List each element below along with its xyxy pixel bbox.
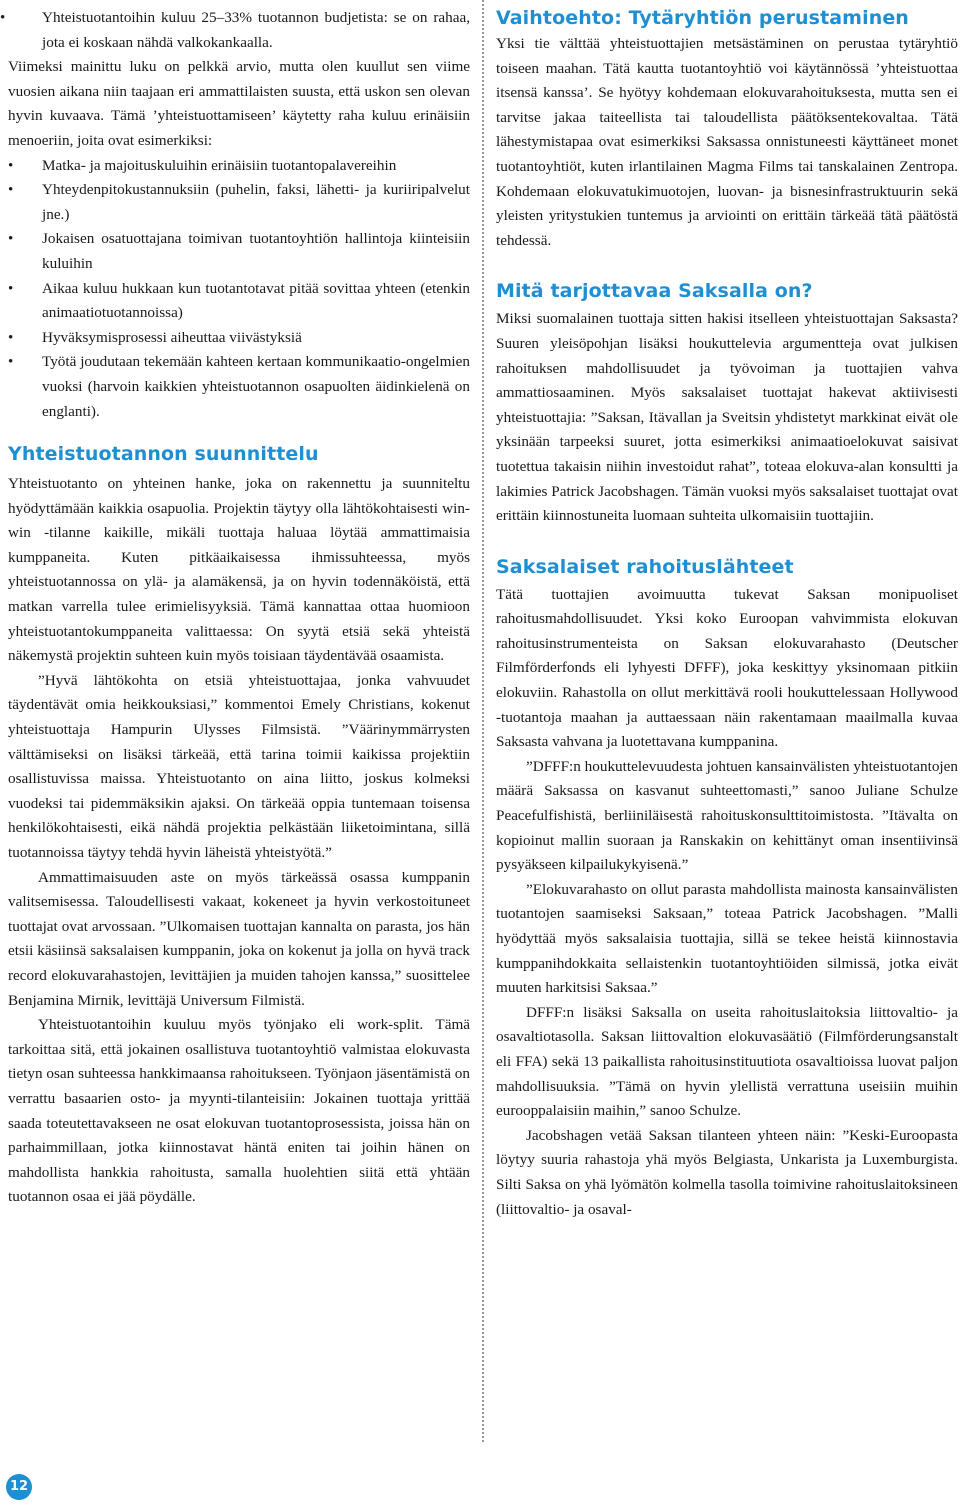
list-item: • Hyväksymisprosessi aiheuttaa viivästyksiä — [8, 326, 470, 351]
paragraph: Yhteistuotantoihin kuuluu myös työnjako eli work-split. Tämä tarkoittaa sitä, että jokainen osallistuva tuotantoyhtiö valmistaa elokuvasta tietyn osan suhteessa hankkimaansa rahoitukseen. Työnjaon jäsentämistä on verrattu basaarien osto- ja myynti-tilanteisiin: Jokainen tuottaja yrittää saada toteutettavakseen ne osat elokuvan tuotantoprosessista, joissa hän on parhaimmillaan, jotka kiinnostavat häntä eniten tai joihin hänen on mahdollista hankkia rahoitusta, samalla huolehtien siitä että yhtään tuotannon osaa ei jää pöydälle. — [8, 1016, 470, 1206]
left-column — [8, 6, 470, 1210]
paragraph: Jacobshagen vetää Saksan tilanteen yhteen näin: ”Keski-Euroopasta löytyy suuria rahastoja yhä myös Belgiasta, Unkarista ja Luxemburgista. Silti Saksa on yhä lyömätön kolmella tasolla toimivine rahoituslaitoksineen (liittovaltio- ja osaval- — [496, 1126, 958, 1218]
intro-list — [0, 6, 470, 55]
heading-subsidiary: Vaihtoehto: Tytäryhtiön perustaminen — [496, 7, 909, 29]
right-column — [496, 6, 958, 1222]
paragraph: DFFF:n lisäksi Saksalla on useita rahoituslaitoksia liittovaltio- ja osavaltiotasolla. Saksan liittovaltion elokuvasäätiö (Filmförderungsanstalt eli FFA) sekä 13 paikallista rahoitusinstituutiota osavaltioissa luovat paljon mahdollisuuksia. ”Tämä on hyvin ylellistä verrattuna useisiin muihin eurooppalaisiin maihin,” sanoo Schulze. — [496, 1003, 958, 1120]
paragraph: ”DFFF:n houkuttelevuudesta johtuen kansainvälisten yhteistuotantojen määrä Saksassa on kasvanut suhteettomasti,” sanoo Juliane Schulze Peacefulfishistä, berliiniläisestä rahoituskonsulttitoimistosta. ”Itävalta on kopioinut mallin suoraan ja Ranskakin on kehittänyt oman insentiivinsä pysyäkseen kilpailukykyisenä.” — [496, 757, 958, 874]
heading-planning: Yhteistuotannon suunnittelu — [8, 443, 319, 466]
costs-list — [8, 154, 470, 425]
list-item: • Matka- ja majoituskuluihin erinäisiin tuotantopalavereihin — [8, 154, 470, 179]
list-item: • Aikaa kuluu hukkaan kun tuotantotavat pitää sovittaa yhteen (etenkin animaatiotuotannoissa) — [8, 277, 470, 326]
paragraph: ”Hyvä lähtökohta on etsiä yhteistuottajaa, jonka vahvuudet täydentävät omia heikkouksiasi,” kommentoi Emely Christians, kokenut yhteistuottaja Hampurin Ulysses Filmsistä. ”Väärinymmärrysten välttämiseksi on lisäksi tärkeää, että tarina toimii kaikissa projektiin osallistuvissa maissa. Yhteistuotanto on aina liitto, joskus kolmeksi vuodeksi tai pidemmäksikin ajaksi. On tärkeää oppia tuntemaan toisensa henkilökohtaisesti, eikä nähdä projektia pelkästään liiketoimintana, sillä tuotannoissa täytyy tehdä hyvin läheistä yhteistyötä.” — [8, 671, 470, 861]
intro-paragraph: Viimeksi mainittu luku on pelkkä arvio, mutta olen kuullut sen viime vuosien aikana niin taajaan eri ammattilaisten suusta, että uskon sen olevan hyvin kuvaava. Tämä ’yhteistuottamiseen’ käytetty raha kuluu erinäisiin menoeriin, joita ovat esimerkiksi: — [8, 58, 470, 149]
paragraph: Miksi suomalainen tuottaja sitten hakisi itselleen yhteistuottajan Saksasta? Suuren yleisöpohjan lisäksi houkuttelevia argumentteja ovat julkisen rahoituksen mahdollisuudet ja työvoiman ja tuottajien vahva ammattiosaaminen. Myös saksalaiset tuottajat hakevat aktiivisesti yhteistuottajia: ”Saksan, Itävallan ja Sveitsin yhdistetyt markkinat eivät ole yksinään tarpeeksi suuret, jotta esimerkiksi animaatioelokuvat saisivat tuotettua takaisin niihin investoidut rahat”, toteaa elokuva-alan konsultti ja lakimies Patrick Jacobshagen. Tämän vuoksi myös saksalaiset tuottajat ovat erittäin kiinnostuneita luomaan suhteita ulkomaisiin tuottajiin. — [496, 310, 958, 525]
list-item: • Yhteistuotantoihin kuluu 25–33% tuotannon budjetista: se on rahaa, jota ei koskaan nähdä valkokankaalla. — [0, 6, 470, 55]
list-item: • Yhteydenpitokustannuksiin (puhelin, faksi, lähetti- ja kuriiripalvelut jne.) — [8, 178, 470, 227]
list-item: • Jokaisen osatuottajana toimivan tuotantoyhtiön hallintoja kiinteisiin kuluihin — [8, 227, 470, 276]
paragraph: Yhteistuotanto on yhteinen hanke, joka on rakennettu ja suunniteltu hyödyttämään kaikkia osapuolia. Projektin täytyy olla lähtökohtaisesti win-win -tilanne kaikille, mikäli tuottaja haluaa löytää ammattimaisia kumppaneita. Kuten pitkäaikaisessa ihmissuhteessa, myös yhteistuotannossa on ylä- ja alamäkensä, ja on hyvin todennäköistä, että matkan varrella tulee erimielisyyksiä. Tämä kannattaa ottaa huomioon yhteistuotantokumppaneita valittaessa: On syytä etsiä sekä yhteistä näkemystä projektin suhteen kuin myös toisiaan täydentävää osaamista. — [8, 475, 470, 665]
paragraph: Tätä tuottajien avoimuutta tukevat Saksan monipuoliset rahoitusmahdollisuudet. Yksi koko Euroopan vahvimmista elokuvan rahoitusinstrumenteista on Saksan elokuvarahasto (Deutscher Filmförderfonds eli lyhyesti DFFF), joka keskittyy yksinomaan pitkiin elokuviin. Rahastolla on ollut merkittävä rooli houkuttelessaan Hollywood -tuotantoja maahan ja auttaessaan näin rakentamaan maailmalla kuvaa Saksasta vahvana ja luotettavana kumppanina. — [496, 585, 958, 751]
list-item: • Työtä joudutaan tekemään kahteen kertaan kommunikaatio-ongelmien vuoksi (harvoin kaikkien yhteistuotannon osapuolten äidinkielenä on englanti). — [8, 350, 470, 424]
column-divider — [482, 0, 484, 1442]
page-number-badge: 12 — [6, 1474, 32, 1500]
paragraph: Yksi tie välttää yhteistuottajien metsästäminen on perustaa tytäryhtiö toiseen maahan. Tätä kautta tuotantoyhtiö voi käytännössä ’yhteistuottaa itsensä kanssa’. Se hyötyy kohdemaan elokuvarahoituksesta, mutta sen ei tarvitse jakaa taiteellista tai taloudellista päätöksentekovaltaa. Tätä lähestymistapaa ovat esimerkiksi Saksassa onnistuneesti käyttäneet monet tuotantoyhtiöt, kuten irlantilainen Magma Films tai tanskalainen Zentropa. Kohdemaan elokuvatukimuotojen, luovan- ja bisnesinfrastruktuurin sekä yleisten yritystukien tuntemus ja arviointi on erittäin tärkeää tätä päätöstä tehdessä. — [496, 35, 958, 249]
heading-funding: Saksalaiset rahoituslähteet — [496, 555, 794, 578]
paragraph: Ammattimaisuuden aste on myös tärkeässä osassa kumppanin valitsemisessa. Taloudellisesti vakaat, kokeneet ja hyvin verkostoituneet tuottajat ovat arvossaan. ”Ulkomaisen tuottajan kannalta on parasta, jos hän etsii käsiinsä saksalaisen kumppanin, joka on kokenut ja jolla on hyvä track record elokuvarahastojen, levittäjien ja muiden tahojen kanssa,” suosittelee Benjamina Mirnik, levittäjä Universum Filmistä. — [8, 868, 470, 1009]
heading-offer: Mitä tarjottavaa Saksalla on? — [496, 280, 813, 303]
paragraph: ”Elokuvarahasto on ollut parasta mahdollista mainosta kansainvälisten tuotantojen saamiseksi Saksaan,” toteaa Patrick Jacobshagen. ”Malli hyödyttää myös saksalaisia tuottajia, sillä se tekee heistä kiinnostavia kumppanihdokkaita sellaistenkin tuotantoyhtiöiden silmissä, jotka eivät muuten harkitsisi Saksaa.” — [496, 880, 958, 997]
